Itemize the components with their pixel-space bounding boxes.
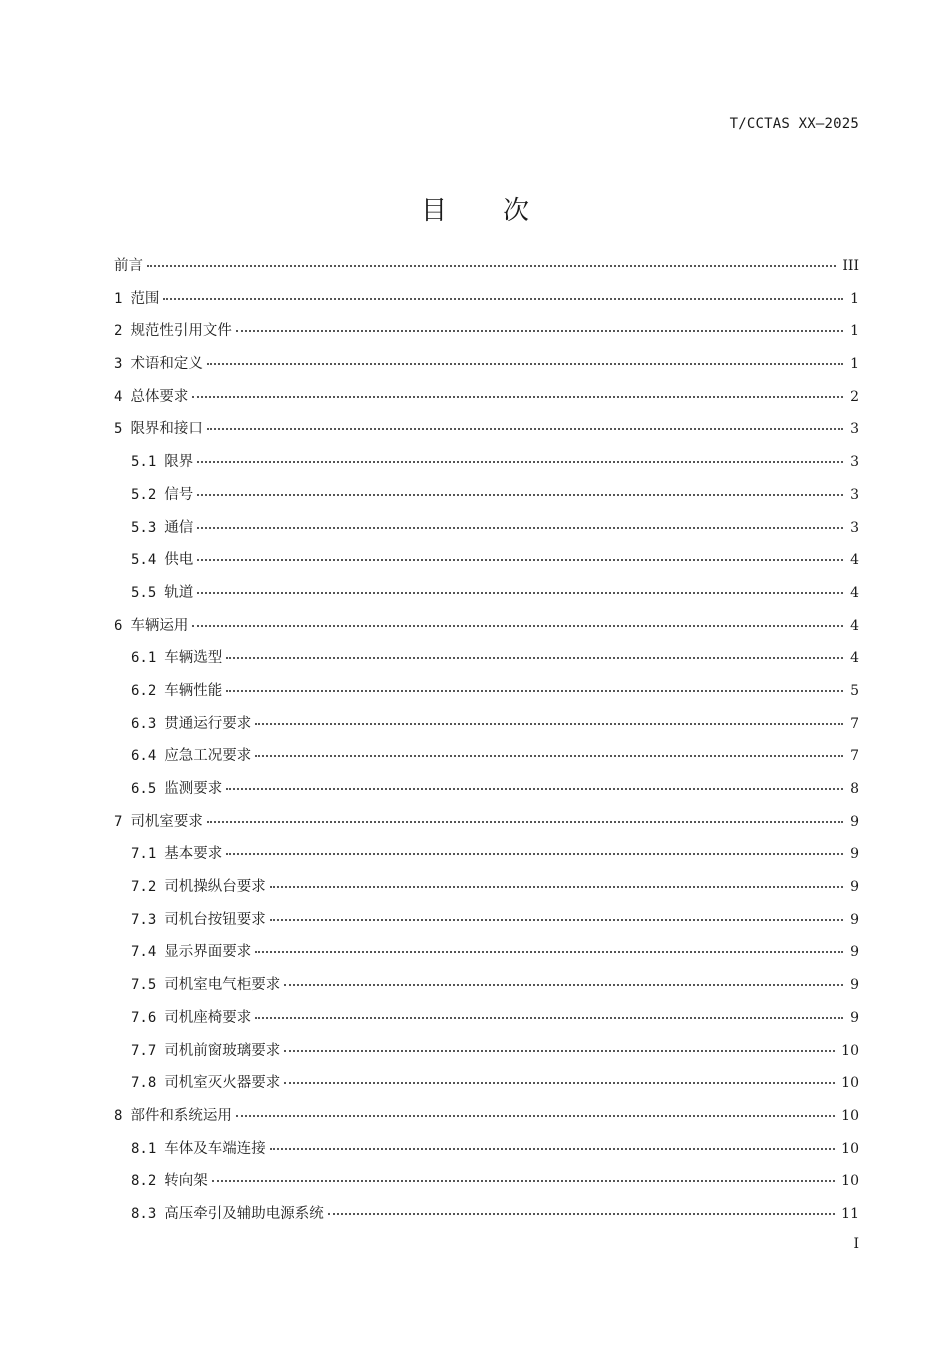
toc-entry[interactable] [114,1100,859,1133]
toc-entry[interactable] [114,1035,859,1068]
dot-leader [192,395,843,398]
dot-leader [236,1114,835,1117]
toc-entry-page: 9 [850,846,859,863]
dot-leader [163,297,843,300]
toc-entry-title: 车辆运用 [130,617,189,634]
dot-leader [207,427,843,430]
toc-entry-title: 车体及车端连接 [164,1140,266,1157]
toc-entry[interactable] [114,479,859,512]
toc-entry-number: 6 [114,617,123,634]
document-code: T/CCTAS XX—2025 [729,116,859,132]
toc-entry[interactable] [114,250,859,283]
dot-leader [270,885,843,888]
toc-entry[interactable] [114,446,859,479]
toc-entry-title: 信号 [164,486,194,503]
dot-leader [270,918,843,921]
toc-entry-title: 部件和系统运用 [130,1107,232,1124]
toc-entry-title: 贯通运行要求 [164,715,252,732]
dot-leader [270,1147,835,1150]
toc-entry-number: 6.3 [131,715,157,732]
table-of-contents [114,250,859,1231]
dot-leader [255,950,843,953]
toc-entry[interactable] [114,1165,859,1198]
toc-entry[interactable] [114,512,859,545]
toc-entry-page: 9 [850,944,859,961]
dot-leader [226,852,843,855]
toc-entry[interactable] [114,1198,859,1231]
toc-entry[interactable] [114,577,859,610]
toc-entry-page: 9 [850,879,859,896]
toc-entry-page: 9 [850,977,859,994]
toc-entry-number: 8.1 [131,1140,157,1157]
dot-leader [192,624,843,627]
toc-entry[interactable] [114,610,859,643]
toc-entry-number: 5.3 [131,519,157,536]
dot-leader [236,329,843,332]
dot-leader [284,983,843,986]
toc-entry-page: 4 [850,552,859,569]
toc-entry-title: 转向架 [164,1173,208,1190]
toc-entry-number: 2 [114,323,123,340]
toc-entry[interactable] [114,413,859,446]
toc-entry-number: 8.2 [131,1173,157,1190]
toc-entry-page: 7 [850,748,859,765]
toc-entry[interactable] [114,283,859,316]
page-number: I [853,1236,859,1252]
toc-entry[interactable] [114,544,859,577]
toc-entry-number: 7.5 [131,977,157,994]
toc-entry-page: 7 [850,715,859,732]
dot-leader [207,362,843,365]
toc-entry[interactable] [114,871,859,904]
dot-leader [328,1212,835,1215]
dot-leader [255,722,843,725]
toc-entry-number: 8.3 [131,1205,157,1222]
toc-entry[interactable] [114,904,859,937]
toc-title: 目次 [420,196,585,226]
toc-entry-title: 显示界面要求 [164,944,252,961]
dot-leader [197,591,843,594]
toc-entry-page: 1 [850,356,859,373]
dot-leader [212,1179,835,1182]
toc-entry-page: 4 [850,584,859,601]
toc-entry-title: 司机室灭火器要求 [164,1075,281,1092]
toc-entry-page: 10 [841,1042,859,1059]
toc-entry[interactable] [114,773,859,806]
dot-leader [147,264,836,267]
toc-entry[interactable] [114,1002,859,1035]
toc-entry-number: 7.6 [131,1009,157,1026]
toc-entry-number: 7.3 [131,911,157,928]
toc-entry-number: 5.1 [131,454,157,471]
dot-leader [284,1081,835,1084]
toc-entry[interactable] [114,1067,859,1100]
toc-entry[interactable] [114,675,859,708]
dot-leader [226,689,843,692]
toc-entry-page: 5 [850,682,859,699]
toc-entry-number: 7.2 [131,879,157,896]
toc-entry-page: 3 [850,421,859,438]
dot-leader [197,460,843,463]
toc-entry-page: 4 [850,617,859,634]
toc-entry-number: 8 [114,1107,123,1124]
toc-entry-title: 前言 [114,258,143,274]
toc-entry-page: 3 [850,486,859,503]
toc-entry-page: 8 [850,781,859,797]
toc-entry[interactable] [114,381,859,414]
toc-entry-page: 1 [850,323,859,340]
toc-entry-title: 供电 [164,552,194,569]
toc-entry-title: 监测要求 [164,781,223,797]
toc-entry-title: 通信 [164,519,194,536]
toc-entry-number: 5.2 [131,486,157,503]
toc-entry-page: 10 [841,1173,859,1190]
toc-entry-page: 4 [850,650,859,667]
dot-leader [197,526,843,529]
toc-entry-page: 1 [850,290,859,307]
dot-leader [226,656,843,659]
toc-entry-number: 6.2 [131,682,157,699]
toc-entry-title: 车辆性能 [164,682,223,699]
toc-entry[interactable] [114,969,859,1002]
toc-entry[interactable] [114,708,859,741]
toc-entry-number: 7.7 [131,1042,157,1059]
toc-entry[interactable] [114,936,859,969]
toc-entry-number: 6.5 [131,781,157,797]
toc-entry-number: 7.1 [131,846,157,863]
toc-entry[interactable] [114,315,859,348]
dot-leader [255,1016,843,1019]
toc-entry-title: 基本要求 [164,846,223,863]
toc-entry-number: 7 [114,813,123,830]
toc-entry-number: 1 [114,290,123,307]
toc-entry-page: 10 [841,1075,859,1092]
dot-leader [197,558,843,561]
toc-entry-title: 轨道 [164,584,194,601]
dot-leader [255,754,843,757]
toc-entry-number: 7.4 [131,944,157,961]
toc-entry-title: 司机操纵台要求 [164,879,266,896]
toc-entry-title: 应急工况要求 [164,748,252,765]
toc-entry-page: 9 [850,911,859,928]
toc-entry-number: 6.4 [131,748,157,765]
toc-entry-title: 司机室电气柜要求 [164,977,281,994]
toc-entry-page: 10 [841,1107,859,1124]
toc-entry-number: 4 [114,388,123,405]
toc-entry-page: 9 [850,813,859,830]
toc-entry-title: 限界 [164,454,194,471]
toc-entry-page: 10 [841,1140,859,1157]
toc-entry-number: 5 [114,421,123,438]
dot-leader [226,787,843,790]
toc-entry-number: 5.5 [131,584,157,601]
toc-entry[interactable] [114,806,859,839]
toc-entry-title: 司机座椅要求 [164,1009,252,1026]
toc-entry-title: 车辆选型 [164,650,223,667]
toc-entry-number: 7.8 [131,1075,157,1092]
toc-entry-title: 术语和定义 [130,356,203,373]
toc-entry-page: 2 [850,388,859,405]
toc-entry[interactable] [114,348,859,381]
toc-entry-page: III [842,258,859,274]
toc-entry[interactable] [114,1133,859,1166]
toc-entry[interactable] [114,740,859,773]
toc-entry[interactable] [114,642,859,675]
toc-entry-title: 司机室要求 [130,813,203,830]
toc-entry-title: 高压牵引及辅助电源系统 [164,1205,324,1222]
toc-entry-number: 3 [114,356,123,373]
toc-entry-title: 司机台按钮要求 [164,911,266,928]
toc-entry-page: 3 [850,519,859,536]
dot-leader [284,1049,835,1052]
toc-entry-title: 限界和接口 [130,421,203,438]
dot-leader [207,820,843,823]
toc-entry-title: 规范性引用文件 [130,323,232,340]
toc-entry-title: 总体要求 [130,388,189,405]
toc-entry-page: 9 [850,1009,859,1026]
toc-entry-page: 3 [850,454,859,471]
toc-entry-page: 11 [841,1205,859,1222]
toc-entry-number: 6.1 [131,650,157,667]
toc-entry-title: 司机前窗玻璃要求 [164,1042,281,1059]
toc-entry[interactable] [114,838,859,871]
dot-leader [197,493,843,496]
toc-entry-number: 5.4 [131,552,157,569]
toc-entry-title: 范围 [130,290,160,307]
